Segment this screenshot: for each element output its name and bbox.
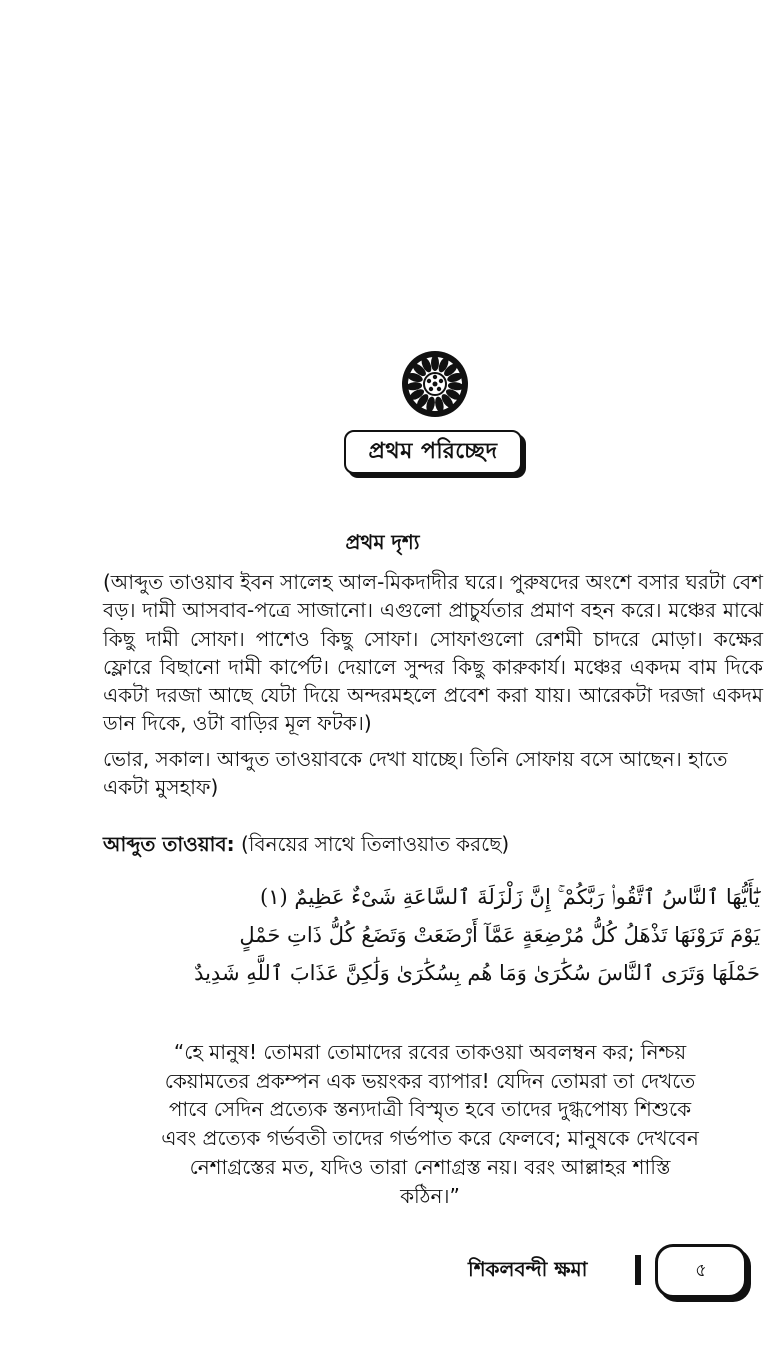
quran-verse-arabic [140,878,760,992]
page-number-box [655,1244,747,1298]
book-title-footer: শিকলবন্দী ক্ষমা [468,1257,588,1281]
chapter-heading: প্রথম পরিচ্ছেদ [368,437,498,464]
stage-direction-paragraph: (আব্দুত তাওয়াব ইবন সালেহ আল-মিকদাদীর ঘরে। পুরুষদের অংশে বসার ঘরটা বেশ বড়। দামী আসবাব-পত্রে সাজানো। এগুলো প্রাচুর্যতার প্রমাণ বহন করে। মঞ্চের মাঝে কিছু দামী সোফা। পাশেও কিছু সোফা। সোফাগুলো রেশমী চাদরে মোড়া। কক্ষের ফ্লোরে বিছানো দামী কার্পেট। দেয়ালে সুন্দর কিছু কারুকার্য। মঞ্চের একদম বাম দিকে একটা দরজা আছে যেটা দিয়ে অন্দরমহলে প্রবেশ করা যায়। আরেকটা দরজা একদম ডান দিকে, ওটা বাড়ির মূল ফটক।) [103,570,763,736]
scene-title: প্রথম দৃশ্য [345,530,420,554]
speaker-name: আব্দুত তাওয়াব: [103,832,235,856]
verse-translation: “হে মানুষ! তোমরা তোমাদের রবের তাকওয়া অবলম্বন কর; নিশ্চয় কেয়ামতের প্রকম্পন এক ভয়ংকর ব্যাপার! যেদিন তোমরা তা দেখতে পাবে সেদিন প্রত্যেক স্তন্যদাত্রী বিস্মৃত হবে তাদের দুগ্ধপোষ্য শিশুকে এবং প্রত্যেক গর্ভবতী তাদের গর্ভপাত করে ফেলবে; মানুষকে দেখবেন নেশাগ্রস্তের মত, যদিও তারা নেশাগ্রস্ত নয়। বরং আল্লাহর শাস্তি কঠিন।” [161,1040,699,1208]
footer-divider-bar [635,1255,641,1285]
speaker-action: (বিনয়ের সাথে তিলাওয়াত করছে) [240,832,510,856]
page-number: ৫ [695,1259,707,1281]
stage-direction-paragraph-2: ভোর, সকাল। আব্দুত তাওয়াবকে দেখা যাচ্ছে। তিনি সোফায় বসে আছেন। হাতে একটা মুসহাফ) [103,747,728,800]
chapter-heading-banner [344,430,522,474]
arabic-verse-line: يَٰٓأَيُّهَا ٱلنَّاسُ ٱتَّقُوا۟ رَبَّكُمْ ۚ إِنَّ زَلْزَلَةَ ٱلسَّاعَةِ شَىْءٌ عَظِيمٌ (١) [260,885,760,909]
arabic-verse-line: يَوْمَ تَرَوْنَهَا تَذْهَلُ كُلُّ مُرْضِعَةٍ عَمَّآ أَرْضَعَتْ وَتَضَعُ كُلُّ ذَاتِ حَمْلٍ [239,923,760,947]
dialogue-line [103,830,763,858]
floral-rosette-icon [400,349,470,419]
arabic-verse-line: حَمْلَهَا وَتَرَى ٱلنَّاسَ سُكَٰرَىٰ وَمَا هُم بِسُكَٰرَىٰ وَلَٰكِنَّ عَذَابَ ٱللَّهِ شَدِيدٌ [194,961,760,985]
